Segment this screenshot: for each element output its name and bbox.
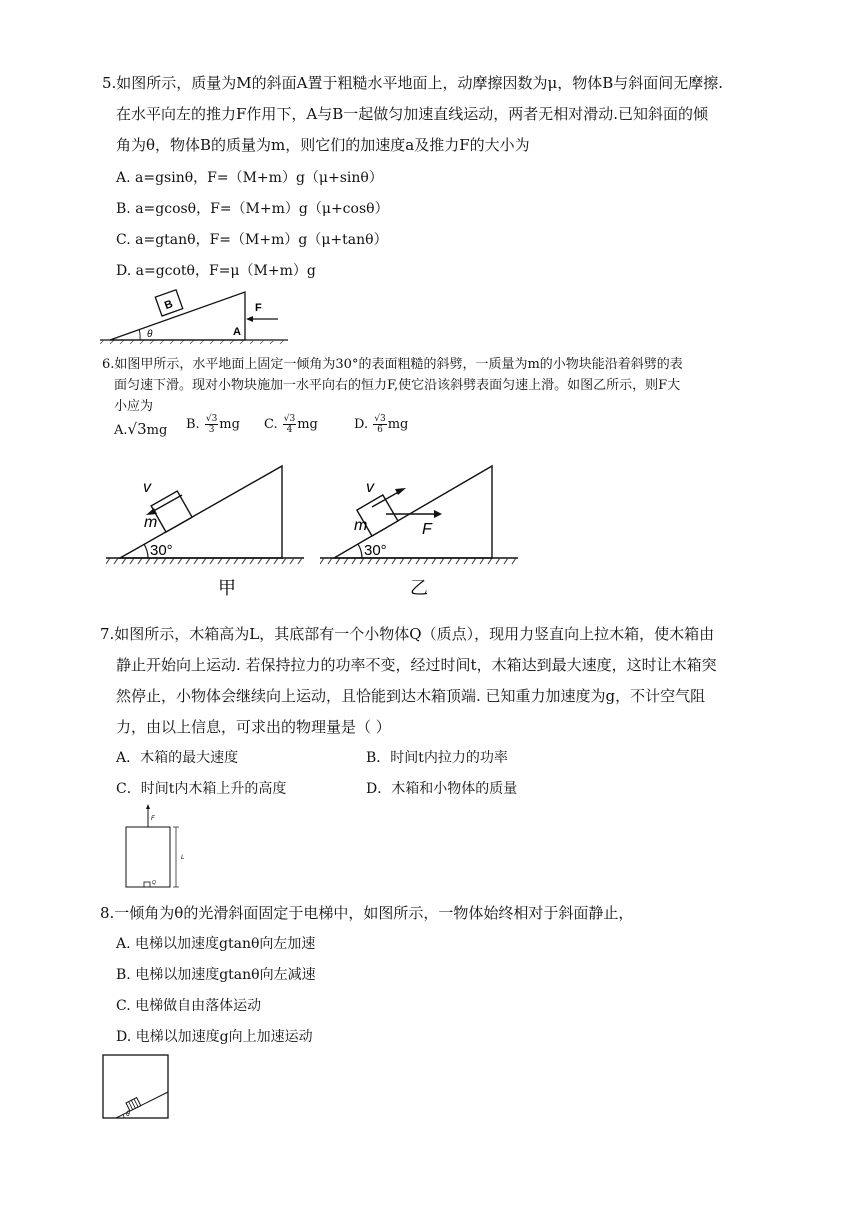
q6-option-c-prefix: C. — [264, 417, 278, 432]
q7-option-d: D．木箱和小物体的质量 — [366, 781, 518, 797]
q7-stem-line1: 7.如图所示，木箱高为L，其底部有一个小物体Q（质点），现用力竖直向上拉木箱，使木箱由 — [100, 625, 715, 643]
q6-caption-jia: 甲 — [218, 578, 236, 598]
q5-option-b: B. a=gcosθ，F=（M+m）g（μ+cosθ） — [116, 201, 389, 217]
q6-option-d — [354, 414, 408, 435]
q8-option-b: B. 电梯以加速度gtanθ向左减速 — [116, 967, 316, 983]
q7-label-q: Q — [152, 880, 156, 886]
q6-option-c-fraction — [283, 414, 296, 435]
q6-yi-angle: 30° — [364, 542, 387, 559]
q5-label-b: B — [162, 298, 175, 313]
q7-option-c: C．时间t内木箱上升的高度 — [116, 781, 287, 797]
q7-wooden-box — [126, 827, 170, 887]
q6-option-d-prefix: D. — [354, 417, 369, 432]
q6-figure-yi — [320, 462, 520, 602]
q8-option-c: C. 电梯做自由落体运动 — [116, 998, 262, 1014]
q7-stem-line2: 静止开始向上运动. 若保持拉力的功率不变，经过时间t，木箱达到最大速度，这时让木箱突 — [116, 656, 717, 674]
q7-option-b: B．时间t内拉力的功率 — [366, 750, 508, 766]
q7-box-figure — [120, 803, 192, 893]
q6-option-a-prefix: A. — [114, 423, 128, 438]
q6-option-a — [114, 420, 167, 438]
q7-label-f: F — [151, 816, 155, 822]
q7-stem-line4: 力，由以上信息，可求出的物理量是（ ） — [116, 718, 391, 736]
q6-jia-label-v: v — [143, 479, 151, 496]
q7-option-a: A．木箱的最大速度 — [116, 750, 239, 766]
q6-option-b-unit: mg — [219, 417, 240, 432]
q6-option-d-fraction — [373, 414, 386, 435]
q5-option-d: D. a=gcotθ，F=μ（M+m）g — [116, 263, 316, 279]
q6-stem-line3: 小应为 — [114, 399, 154, 414]
q7-label-l: L — [181, 855, 185, 861]
q6-yi-label-f: F — [422, 521, 432, 538]
q5-option-c: C. a=gtanθ，F=（M+m）g（μ+tanθ） — [116, 232, 388, 248]
q6-option-d-numerator: √3 — [374, 414, 386, 424]
q6-figure-jia — [106, 462, 306, 602]
q6-option-b-denominator: 3 — [208, 425, 215, 435]
q6-yi-label-v: v — [366, 479, 374, 496]
q6-stem-line1: 6.如图甲所示，水平地面上固定一倾角为30°的表面粗糙的斜劈，一质量为m的小物块能沿着斜劈的表 — [102, 357, 683, 372]
q5-label-a: A — [233, 326, 241, 338]
q5-block-b — [155, 290, 182, 316]
q6-option-c-numerator: √3 — [283, 414, 296, 424]
q6-option-c-denominator: 4 — [286, 425, 293, 435]
q5-option-a: A. a=gsinθ，F=（M+m）g（μ+sinθ） — [116, 170, 383, 186]
q6-option-b — [186, 414, 240, 435]
q6-jia-angle: 30° — [150, 542, 173, 559]
q6-option-d-denominator: 6 — [377, 425, 383, 435]
q6-caption-yi: 乙 — [410, 578, 428, 598]
q6-option-b-prefix: B. — [186, 417, 200, 432]
q6-yi-label-m: m — [354, 517, 368, 534]
q5-stem-line1: 5.如图所示，质量为M的斜面A置于粗糙水平地面上，动摩擦因数为μ，物体B与斜面间无摩擦. — [102, 74, 724, 92]
q5-label-f: F — [255, 302, 262, 314]
q6-option-b-fraction — [205, 414, 218, 435]
q5-incline-figure — [100, 288, 290, 344]
q6-jia-label-m: m — [144, 514, 158, 531]
q8-elevator-figure — [102, 1054, 170, 1120]
q8-label-theta: θ — [126, 1111, 130, 1118]
q6-option-d-unit: mg — [387, 417, 409, 432]
q6-option-c-unit: mg — [297, 417, 318, 432]
q5-stem-line3: 角为θ，物体B的质量为m，则它们的加速度a及推力F的大小为 — [116, 136, 530, 154]
q6-stem-line2: 面匀速下滑。现对小物块施加一水平向右的恒力F,使它沿该斜劈表面匀速上滑。如图乙所示，则F大 — [114, 378, 681, 393]
q6-option-b-numerator: √3 — [205, 414, 218, 424]
q5-label-theta: θ — [147, 329, 153, 340]
q6-option-c — [264, 414, 318, 435]
q7-stem-line3: 然停止，小物体会继续向上运动，且恰能到达木箱顶端. 已知重力加速度为g，不计空气阻 — [116, 687, 706, 705]
q6-option-a-unit: mg — [146, 423, 168, 438]
q8-option-a: A. 电梯以加速度gtanθ向左加速 — [116, 936, 316, 952]
q8-stem-line1: 8.一倾角为θ的光滑斜面固定于电梯中，如图所示，一物体始终相对于斜面静止， — [100, 904, 634, 922]
q8-option-d: D. 电梯以加速度g向上加速运动 — [116, 1029, 313, 1045]
q5-stem-line2: 在水平向左的推力F作用下，A与B一起做匀加速直线运动，两者无相对滑动.已知斜面的倾 — [116, 105, 709, 123]
q6-option-a-radical: √3 — [127, 420, 147, 438]
